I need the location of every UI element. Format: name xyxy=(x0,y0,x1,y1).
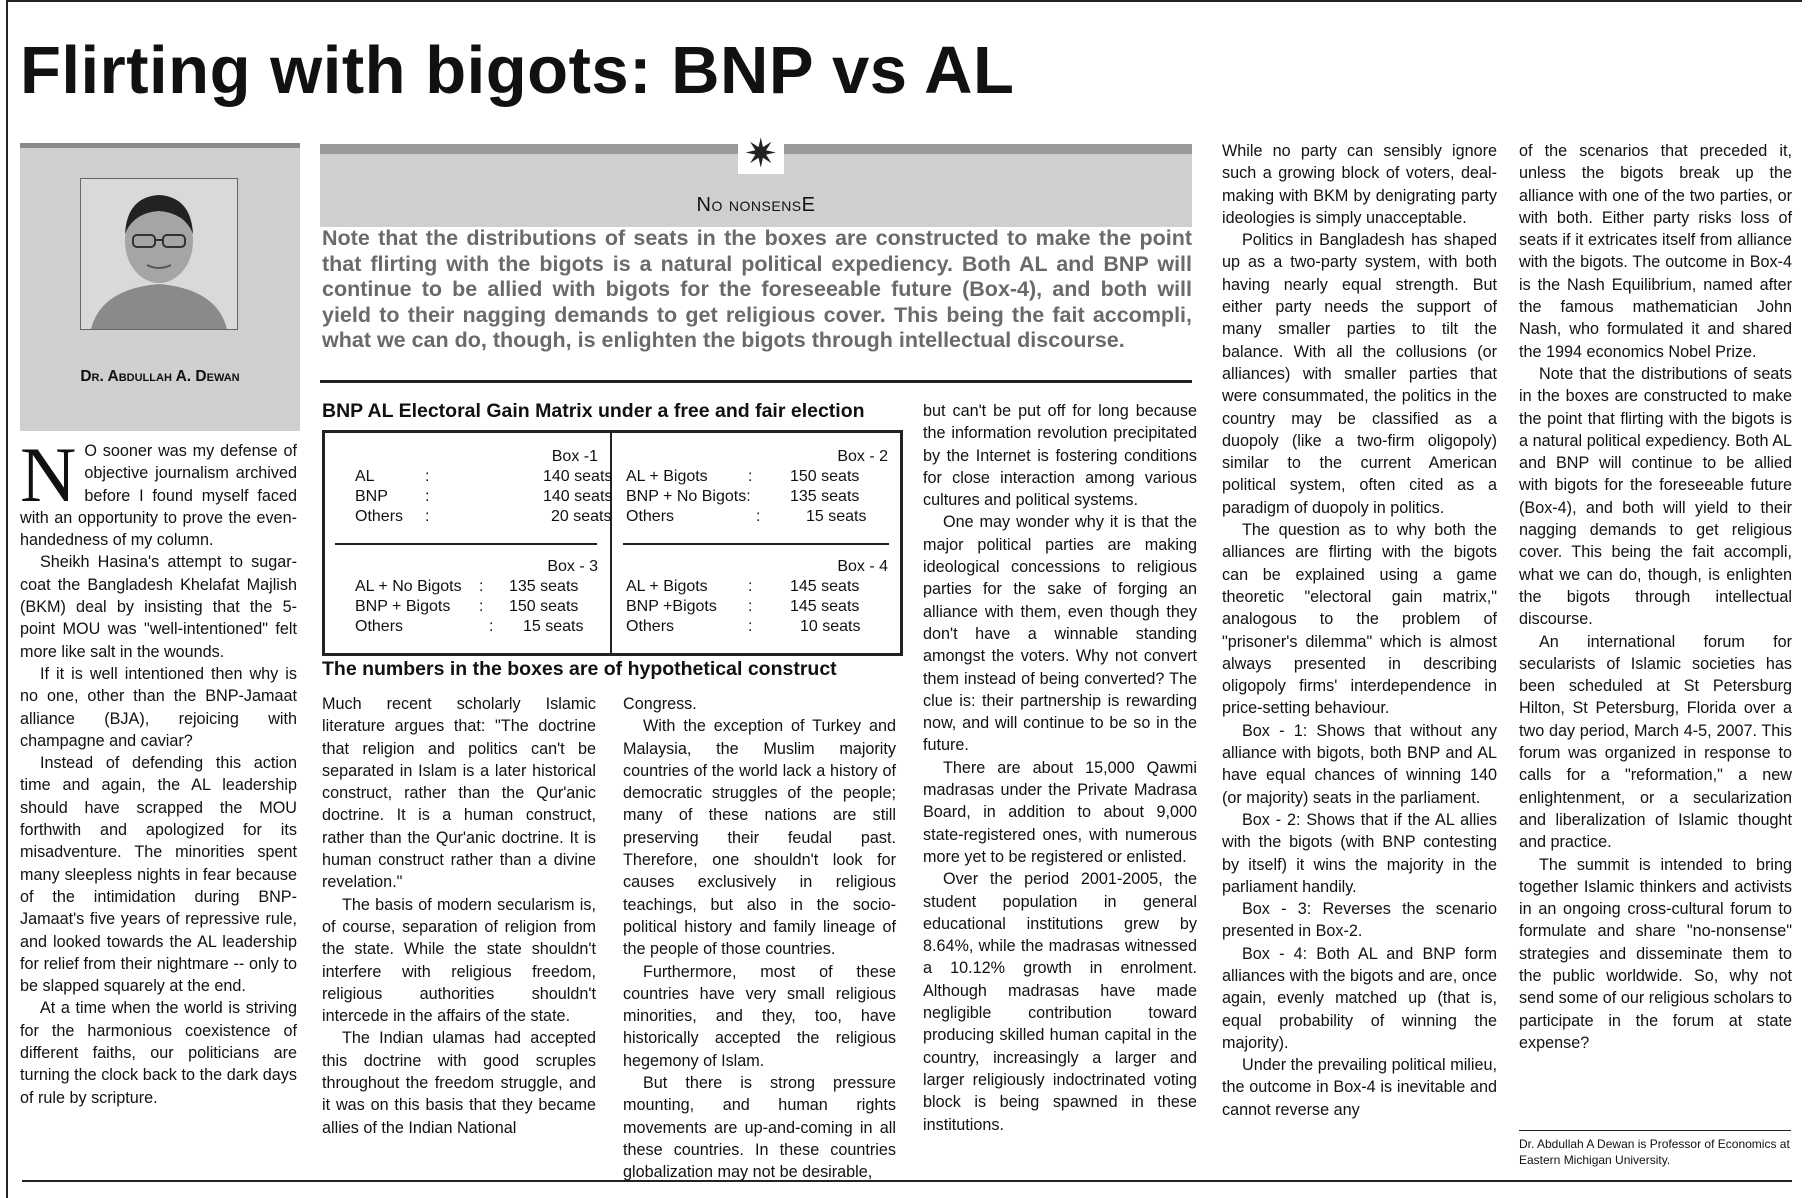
body-paragraph: Box - 1: Shows that without any alliance with bigots, both BNP and AL have equal chances of winning 140 (or majority) seats in the parliament. xyxy=(1222,721,1497,807)
box-2: Box - 2 AL + Bigots : 150 seats BNP + No Bigots: 135 seats Others : 15 seats xyxy=(626,448,888,525)
body-paragraph: Sheikh Hasina's attempt to sugar-coat the Bangladesh Khelafat Majlish (BKM) deal by insisting that the 5-point MOU was "well-intentioned" felt more like salt in the wounds. xyxy=(20,553,297,661)
body-paragraph: The question as to why both the alliances are flirting with the bigots can be explained using a game theoretic "electoral gain matrix," analogous to the problem of "prisoner's dilemma" which is almost always presented in describing oligopoly firms' interdependence in price-setting behaviour. xyxy=(1222,521,1497,718)
portrait-illustration xyxy=(81,179,237,329)
drop-cap: N xyxy=(20,431,77,518)
body-paragraph: An international forum for secularists of Islamic societies has been scheduled at St Petersburg Hilton, St Petersburg, Florida over a two day period, March 4-5, 2007. This forum was organized in response to calls for a "reformation," a new enlightenment, or a secularization and liberalization of Islamic thought and practice. xyxy=(1519,632,1792,852)
column-1 xyxy=(20,431,297,1109)
top-border xyxy=(6,0,1802,2)
body-paragraph: If it is well intentioned then why is no one, other than the BNP-Jamaat alliance (BJA), rejoicing with champagne and caviar? xyxy=(20,664,297,750)
body-paragraph: Furthermore, most of these countries have very small religious minorities, and they, too, have historically accepted the religious hegemony of Islam. xyxy=(623,962,896,1070)
bio-divider xyxy=(1519,1130,1791,1131)
box-title: Box - 4 xyxy=(837,558,888,575)
body-paragraph: One may wonder why it is that the major political parties are making ideological concessions to religious parties for the sake of forging an alliance with them, even though they don't have a winnable standing amongst the voters. Why not convert them instead of being converted? The clue is: their partnership is rewarding now, and will continue to be so in the future. xyxy=(923,513,1197,755)
column-5 xyxy=(1222,140,1497,1121)
column-4 xyxy=(923,400,1197,1136)
box-title: Box - 3 xyxy=(547,558,598,575)
bottom-border xyxy=(22,1180,1792,1182)
body-paragraph: Politics in Bangladesh has shaped up as a two-party system, with both having nearly equal strength. But either party needs the support of many smaller parties to tilt the balance. With all the collusions (or alliances) with smaller parties that were consummated, the politics in the country may be classified as a duopoly (like a two-firm oligopoly) similar to the current American political system, often cited as a paradigm of duopoly in politics. xyxy=(1222,231,1497,517)
column-6 xyxy=(1519,140,1792,1054)
matrix-caption: The numbers in the boxes are of hypothetical construct xyxy=(322,658,837,680)
box-4: Box - 4 AL + Bigots : 145 seats BNP +Bigots : 145 seats Others : 10 seats xyxy=(626,558,888,635)
body-paragraph: At a time when the world is striving for the harmonious coexistence of different faiths, our politicians are turning the clock back to the dark days of rule by scripture. xyxy=(20,999,297,1107)
body-paragraph: The basis of modern secularism is, of course, separation of religion from the state. While the state shouldn't interfere with religious freedom, religious authorities shouldn't intercede in the affairs of the state. xyxy=(322,895,596,1026)
body-paragraph: Instead of defending this action time and again, the AL leadership should have scrapped the MOU forthwith and apologized for its misadventure. The minorities spent many sleepless nights in fear because of the intimidation during BNP-Jamaat's five years of repressive rule, and looked towards the AL leadership for relief from their nightmare -- only to be slapped squarely at the end. xyxy=(20,754,297,996)
matrix-horizontal-divider-left xyxy=(335,543,597,545)
author-photo xyxy=(80,178,238,330)
body-paragraph: Note that the distributions of seats in the boxes are constructed to make the point that flirting with the bigots is a natural political expediency. Both AL and BNP will continue to be allied with bigots for the foreseeable future (Box-4), and both will yield to their nagging demands to get religious cover. This being the fait accompli, what we can do, though, is enlighten the bigots through intellectual discourse. xyxy=(1519,364,1792,629)
left-border xyxy=(6,0,8,1198)
body-paragraph: Box - 2: Shows that if the AL allies with the bigots (with BNP contesting by itself) it wins the majority in the parliament handily. xyxy=(1222,810,1497,896)
column-3 xyxy=(623,693,896,1184)
column-2 xyxy=(322,693,596,1139)
pull-quote: Note that the distributions of seats in the boxes are constructed to make the point that flirting with the bigots is a natural political expediency. Both AL and BNP will continue to be allied with bigots for the foreseeable future (Box-4), and both will yield to their nagging demands to get religious cover. This being the fait accompli, what we can do, though, is enlighten the bigots through intellectual discourse. xyxy=(322,226,1192,352)
body-paragraph: Box - 4: Both AL and BNP form alliances with the bigots and are, once again, evenly matched up (that is, equal probability of winning the majority). xyxy=(1222,944,1497,1052)
body-paragraph: The summit is intended to bring together Islamic thinkers and activists in an ongoing cross-cultural forum to formulate and share "no-nonsense" strategies and disseminate them to the public worldwide. So, why not send some of our religious scholars to participate in the forum at state expense? xyxy=(1519,855,1792,1052)
body-paragraph: Under the prevailing political milieu, the outcome in Box-4 is inevitable and cannot reverse any xyxy=(1222,1056,1497,1119)
matrix-title: BNP AL Electoral Gain Matrix under a free and fair election xyxy=(322,400,865,422)
body-paragraph: Box - 3: Reverses the scenario presented in Box-2. xyxy=(1222,900,1497,941)
body-paragraph: but can't be put off for long because the information revolution precipitated by the Internet is fostering conditions for close interaction among various cultures and political systems. xyxy=(923,402,1197,510)
column-name: No nonsensE xyxy=(696,194,816,216)
body-paragraph: The Indian ulamas had accepted this doctrine with good scruples throughout the freedom struggle, and it was on this basis that they became allies of the Indian National xyxy=(322,1029,596,1137)
matrix-horizontal-divider-right xyxy=(623,543,889,545)
box-1: Box -1 AL : 140 seats BNP : 140 seats Others : 20 seats xyxy=(355,448,613,525)
starburst-icon: ✷ xyxy=(738,134,784,174)
column-header xyxy=(320,132,1192,227)
body-paragraph: Over the period 2001-2005, the student population in general educational institutions grew by 8.64%, while the madrasas witnessed a 10.12% growth in enrolment. Although madrasas have made negligible contribution toward producing skilled human capital in the country, increasingly a larger and larger religiously indoctrinated voting block is being spawned in these institutions. xyxy=(923,870,1197,1134)
body-paragraph: While no party can sensibly ignore such a growing block of voters, deal-making with BKM by denigrating party ideologies is simply unacceptable. xyxy=(1222,142,1497,227)
author-name: Dr. Abdullah A. Dewan xyxy=(80,368,240,385)
body-paragraph: Much recent scholarly Islamic literature argues that: "The doctrine that religion and politics can't be separated in Islam is a later historical construct, rather than the Qur'anic doctrine. It is a human construct, rather than the Qur'anic doctrine. It is human construct rather than a divine revelation." xyxy=(322,695,596,892)
body-paragraph: There are about 15,000 Qawmi madrasas under the Private Madrasa Board, in addition to about 9,000 state-registered ones, with numerous more yet to be registered or enlisted. xyxy=(923,758,1197,866)
body-paragraph: Congress. xyxy=(623,695,697,713)
divider-rule xyxy=(320,380,1192,383)
box-3: Box - 3 AL + No Bigots : 135 seats BNP + Bigots : 150 seats Others : 15 seats xyxy=(355,558,598,635)
author-bio: Dr. Abdullah A Dewan is Professor of Economics at Eastern Michigan University. xyxy=(1519,1137,1790,1167)
electoral-gain-matrix xyxy=(322,430,903,656)
body-paragraph: With the exception of Turkey and Malaysia, the Muslim majority countries of the world lack a history of democratic struggles of the people; many of these nations are still preserving their feudal past. Therefore, one shouldn't look for causes exclusively in religious teachings, but also in the socio-political history and family lineage of the people of those countries. xyxy=(623,717,896,959)
box-title: Box - 2 xyxy=(837,448,888,465)
body-paragraph: O sooner was my defense of objective journalism archived before I found myself faced with an opportunity to prove the even-handedness of my column. xyxy=(20,442,297,550)
box-title: Box -1 xyxy=(551,448,598,465)
author-panel xyxy=(20,143,300,431)
headline: Flirting with bigots: BNP vs AL xyxy=(20,33,1015,108)
body-paragraph: But there is strong pressure mounting, and human rights movements are up-and-coming in all these countries. In these countries globalization may not be desirable, xyxy=(623,1074,896,1182)
body-paragraph: of the scenarios that preceded it, unless the bigots break up the alliance with one of the two parties, or with both. Either party risks loss of seats if it extricates itself from alliance with the bigots. The outcome in Box-4 is the Nash Equilibrium, named after the famous mathematician John Nash, who formulated it and shared the 1994 economics Nobel Prize. xyxy=(1519,142,1792,361)
